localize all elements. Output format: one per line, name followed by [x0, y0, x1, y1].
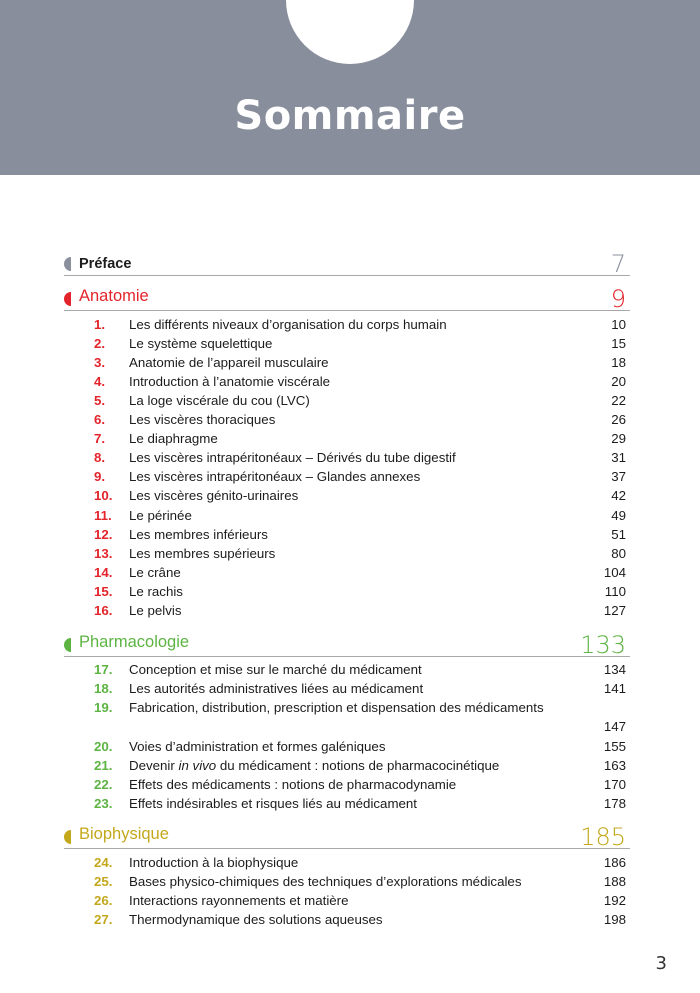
entry-page: 134: [603, 662, 626, 677]
entry-page: 110: [604, 584, 626, 599]
entry-number: 9.: [94, 469, 106, 484]
entry-page: 147: [603, 719, 626, 734]
pharmacologie-marker: [64, 638, 71, 652]
page-number: 3: [655, 953, 667, 974]
entry-number: 24.: [94, 855, 113, 870]
entry-page: 29: [611, 431, 626, 446]
entry-page: 10: [611, 317, 626, 332]
entry-title: Introduction à la biophysique: [129, 855, 299, 870]
entry-page: 141: [603, 681, 626, 696]
entry-title: Effets indésirables et risques liés au médicament: [129, 796, 417, 811]
entry-number: 8.: [94, 450, 106, 465]
entry-title: Les viscères génito-urinaires: [129, 488, 299, 503]
entry-title: Bases physico-chimiques des techniques d’explorations médicales: [129, 874, 522, 889]
entry-title: Introduction à l’anatomie viscérale: [129, 374, 331, 389]
toc-entry-14[interactable]: [94, 563, 626, 582]
entry-page: 198: [603, 912, 626, 927]
entry-number: 25.: [94, 874, 113, 889]
toc-entry-23[interactable]: [94, 794, 626, 813]
entry-title: Les viscères thoraciques: [129, 412, 276, 427]
toc-entry-12[interactable]: [94, 525, 626, 544]
toc-entry-8[interactable]: [94, 448, 626, 467]
toc-entry-18[interactable]: [94, 679, 626, 698]
section-biophysique[interactable]: [64, 822, 630, 849]
entry-title: Le diaphragme: [129, 431, 218, 446]
entry-title-before: Devenir: [129, 758, 179, 773]
entry-title: Les autorités administratives liées au médicament: [129, 681, 424, 696]
toc-entry-11[interactable]: [94, 506, 626, 525]
toc-entry-5[interactable]: [94, 391, 626, 410]
entry-title: Le pelvis: [129, 603, 182, 618]
entry-page: 49: [611, 508, 626, 523]
preface-marker: [64, 257, 71, 271]
entry-page: 80: [611, 546, 626, 561]
entry-page: 18: [611, 355, 626, 370]
toc-entry-19[interactable]: [94, 698, 626, 736]
preface-title: Préface: [79, 256, 132, 272]
toc-entry-6[interactable]: [94, 410, 626, 429]
toc-entry-17[interactable]: [94, 660, 626, 679]
entry-number: 14.: [94, 565, 113, 580]
entry-title: Les membres inférieurs: [129, 527, 268, 542]
entry-title: Le rachis: [129, 584, 183, 599]
entry-number: 11.: [94, 508, 112, 523]
entry-page: 22: [611, 393, 626, 408]
entry-page: 178: [603, 796, 626, 811]
biophysique-title: Biophysique: [79, 825, 169, 843]
section-preface[interactable]: [64, 249, 630, 276]
entry-page: 104: [603, 565, 626, 580]
toc-entry-22[interactable]: [94, 775, 626, 794]
entry-number: 22.: [94, 777, 113, 792]
entry-page: 163: [603, 758, 626, 773]
entry-number: 7.: [94, 431, 106, 446]
entry-page: 15: [611, 336, 626, 351]
entry-number: 23.: [94, 796, 113, 811]
toc-entry-10[interactable]: [94, 486, 626, 505]
entry-title: La loge viscérale du cou (LVC): [129, 393, 310, 408]
entry-title: Le crâne: [129, 565, 181, 580]
entry-number: 15.: [94, 584, 113, 599]
toc-entry-20[interactable]: [94, 737, 626, 756]
toc-entry-21[interactable]: [94, 756, 626, 775]
entry-page: 26: [611, 412, 626, 427]
entry-page: 20: [611, 374, 626, 389]
anatomie-marker: [64, 292, 71, 306]
entry-title: Conception et mise sur le marché du médicament: [129, 662, 422, 677]
entry-number: 17.: [94, 662, 113, 677]
entry-page: 127: [603, 603, 626, 618]
entry-title: Effets des médicaments : notions de pharmacodynamie: [129, 777, 457, 792]
entry-number: 2.: [94, 336, 106, 351]
entry-page: 170: [603, 777, 626, 792]
toc-entry-7[interactable]: [94, 429, 626, 448]
entry-title: Les viscères intrapéritonéaux – Dérivés du tube digestif: [129, 450, 456, 465]
entry-title-after: du médicament : notions de pharmacocinétique: [216, 758, 500, 773]
toc-entry-15[interactable]: [94, 582, 626, 601]
entry-number: 19.: [94, 700, 113, 715]
entry-title: [129, 756, 499, 775]
entry-page: 192: [603, 893, 626, 908]
entry-number: 20.: [94, 739, 113, 754]
entry-title-italic: in vivo: [178, 758, 217, 773]
entry-number: 5.: [94, 393, 106, 408]
toc-entry-4[interactable]: [94, 372, 626, 391]
entry-number: 16.: [94, 603, 113, 618]
toc-entry-27[interactable]: [94, 910, 626, 929]
page-title: Sommaire: [234, 93, 466, 139]
toc-entry-3[interactable]: [94, 353, 626, 372]
section-anatomie[interactable]: [64, 284, 630, 311]
entry-title: Les viscères intrapéritonéaux – Glandes annexes: [129, 469, 421, 484]
entry-title: Les membres supérieurs: [129, 546, 276, 561]
entry-title: Interactions rayonnements et matière: [129, 893, 349, 908]
toc-entry-13[interactable]: [94, 544, 626, 563]
preface-page: 7: [610, 250, 626, 278]
entry-title: Fabrication, distribution, prescription et dispensation des médicaments: [129, 700, 544, 715]
toc-entry-25[interactable]: [94, 872, 626, 891]
entry-number: 1.: [94, 317, 106, 332]
anatomie-page: 9: [610, 285, 626, 313]
biophysique-marker: [64, 830, 71, 844]
entry-number: 27.: [94, 912, 113, 927]
entry-number: 3.: [94, 355, 106, 370]
entry-number: 21.: [94, 758, 113, 773]
anatomie-title: Anatomie: [79, 287, 149, 305]
section-pharmacologie[interactable]: [64, 630, 630, 657]
entry-page: 155: [603, 739, 626, 754]
toc-entry-16[interactable]: [94, 601, 626, 620]
entry-number: 6.: [94, 412, 106, 427]
entry-page: 51: [611, 527, 626, 542]
entry-number: 4.: [94, 374, 106, 389]
entry-number: 10.: [94, 488, 113, 503]
entry-title: Les différents niveaux d’organisation du corps humain: [129, 317, 447, 332]
biophysique-page: 185: [580, 823, 626, 851]
entry-number: 13.: [94, 546, 113, 561]
entry-page: 188: [603, 874, 626, 889]
entry-title: Thermodynamique des solutions aqueuses: [129, 912, 383, 927]
entry-page: 186: [603, 855, 626, 870]
entry-title: Le système squelettique: [129, 336, 273, 351]
entry-title: Le périnée: [129, 508, 192, 523]
toc-entry-1[interactable]: [94, 315, 626, 334]
pharmacologie-title: Pharmacologie: [79, 633, 190, 651]
entry-page: 42: [611, 488, 626, 503]
toc-entry-24[interactable]: [94, 853, 626, 872]
entry-title: Voies d’administration et formes galéniques: [129, 739, 386, 754]
entry-page: 31: [611, 450, 626, 465]
pharmacologie-page: 133: [580, 631, 626, 659]
toc-entry-2[interactable]: [94, 334, 626, 353]
toc-entry-26[interactable]: [94, 891, 626, 910]
entry-number: 26.: [94, 893, 113, 908]
entry-number: 18.: [94, 681, 113, 696]
toc-entry-9[interactable]: [94, 467, 626, 486]
entry-page: 37: [611, 469, 626, 484]
entry-title: Anatomie de l’appareil musculaire: [129, 355, 329, 370]
entry-number: 12.: [94, 527, 113, 542]
